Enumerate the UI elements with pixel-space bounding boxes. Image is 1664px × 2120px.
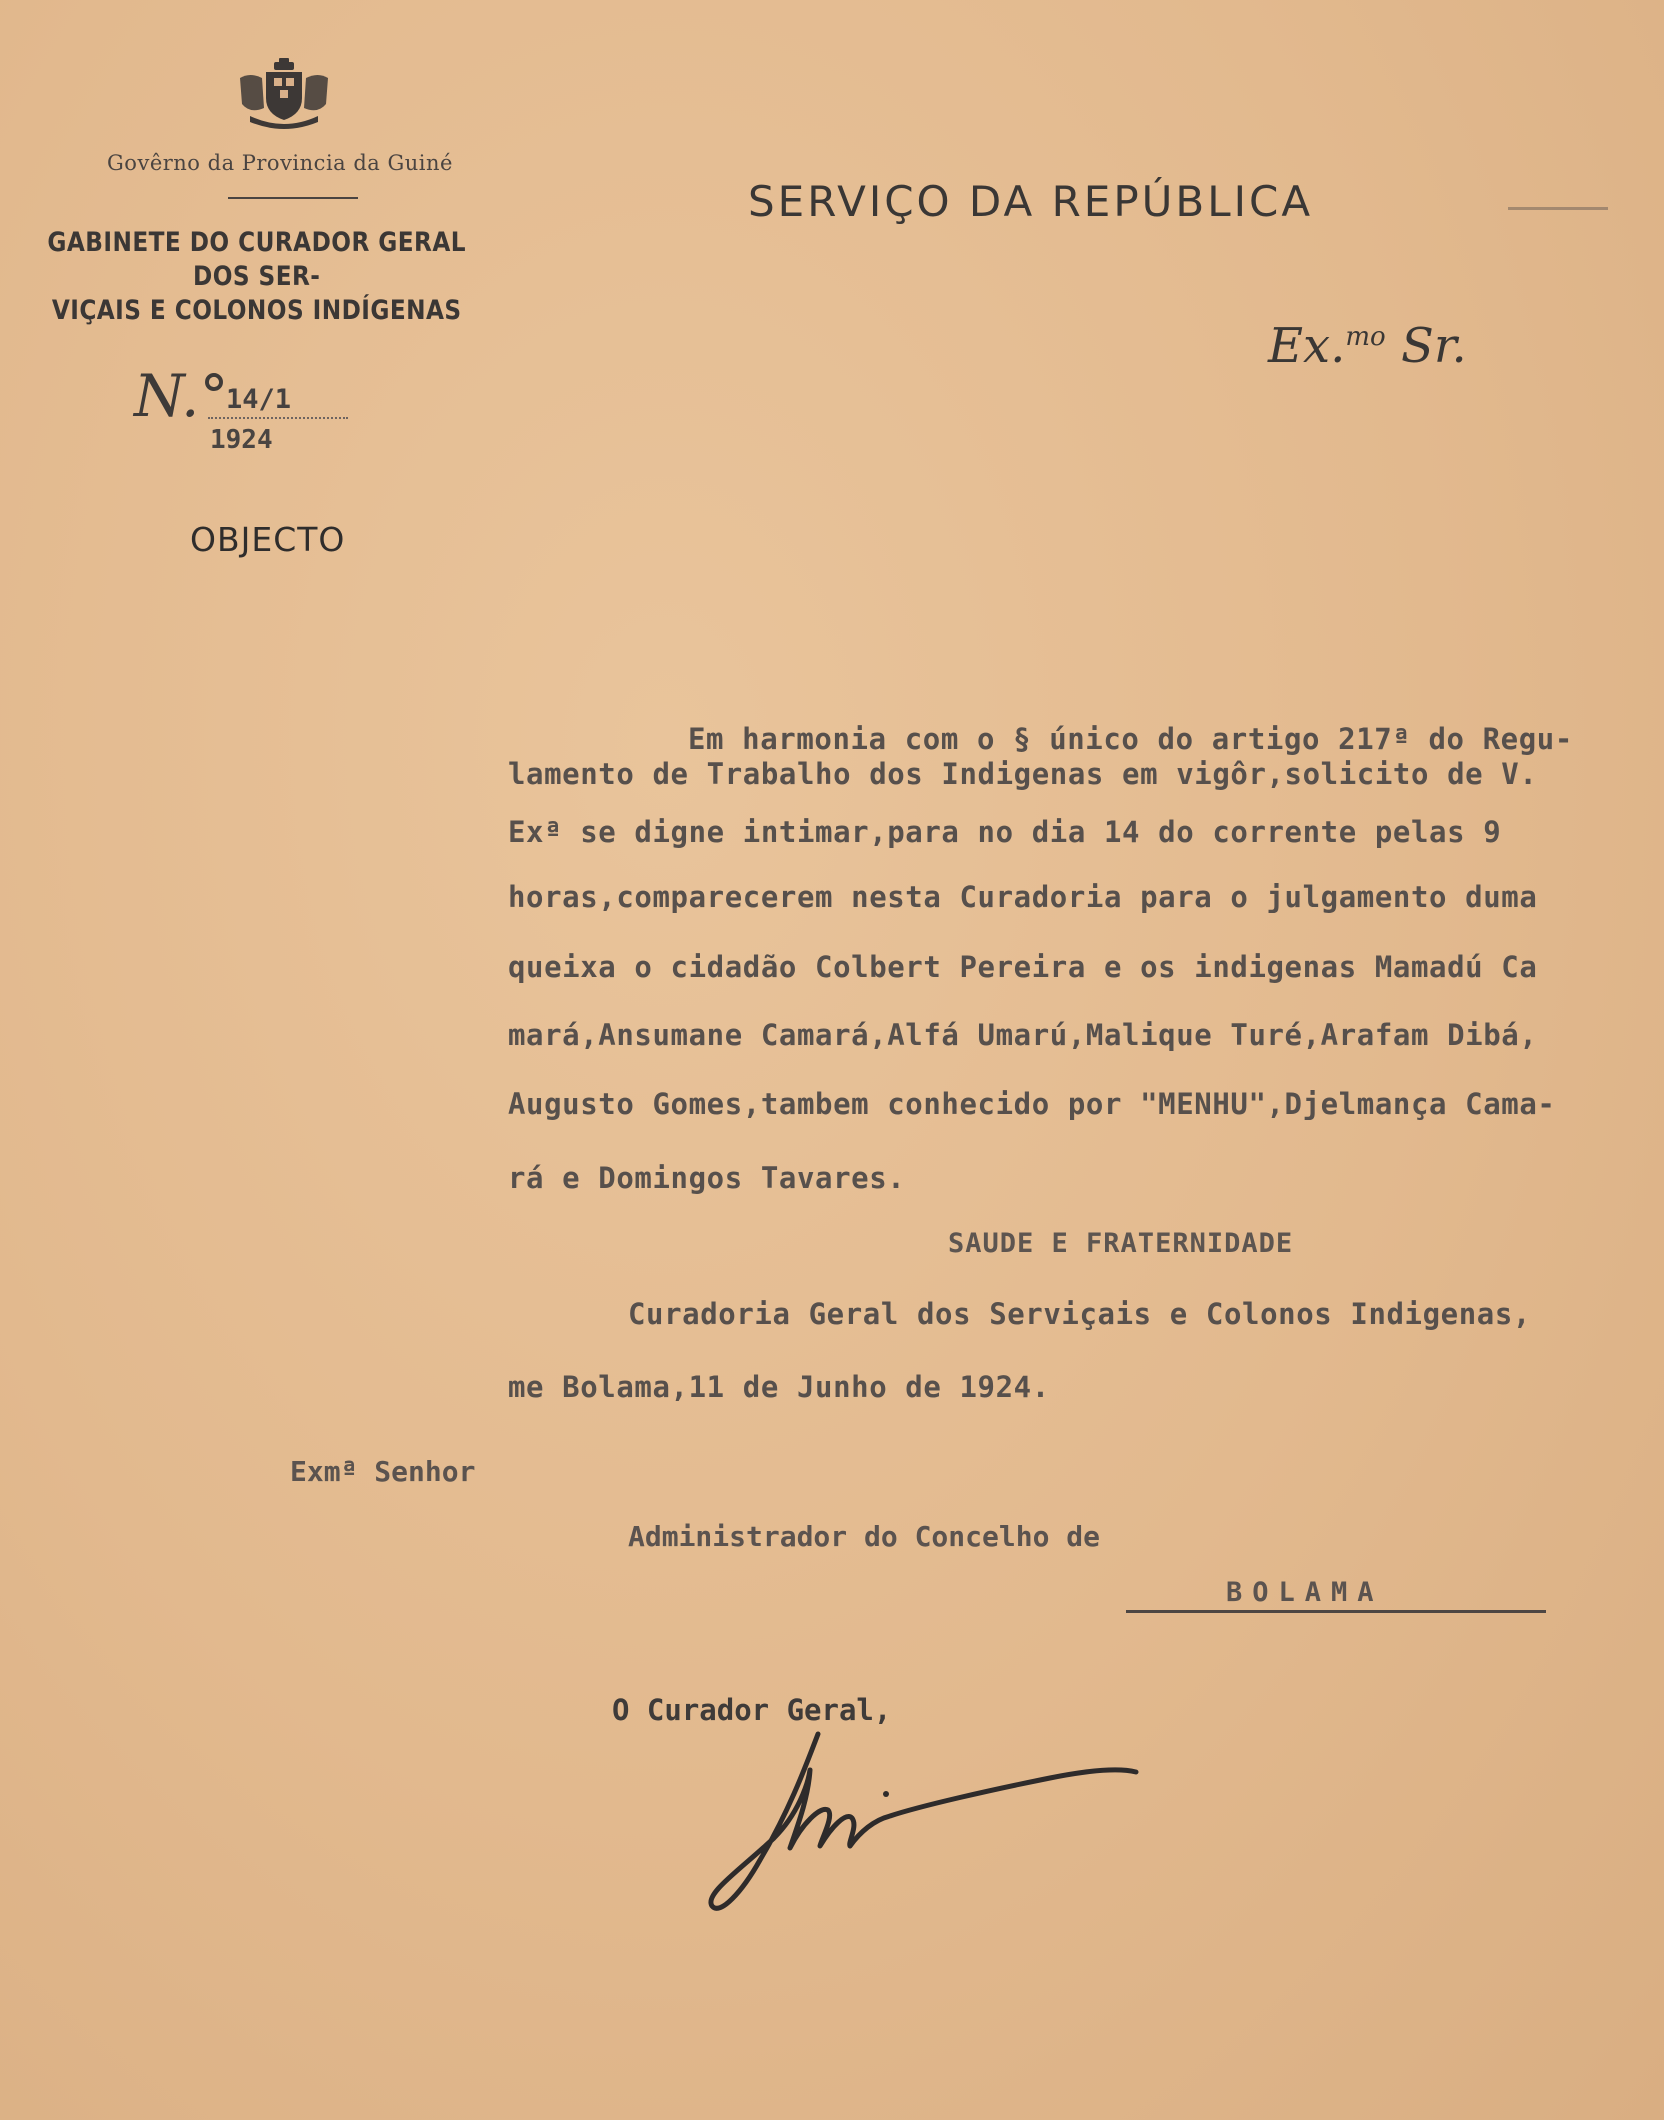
closing-salutation: SAUDE E FRATERNIDADE (948, 1228, 1294, 1259)
body-line: Exª se digne intimar,para no dia 14 do corrente pelas 9 (508, 815, 1502, 849)
body-line: Augusto Gomes,tambem conhecido por "MENHU",Djelmança Cama- (508, 1087, 1556, 1121)
addressee-prefix: Ex. (1268, 318, 1346, 374)
number-prefix: N.° (134, 362, 229, 430)
recipient-salutation: Exmª Senhor (290, 1455, 476, 1488)
addressee-greeting (1268, 318, 1467, 374)
recipient-title: Administrador do Concelho de (628, 1520, 1101, 1553)
cabinet-title-line-2: VIÇAIS E COLONOS INDÍGENAS (51, 295, 462, 326)
number-underline (208, 417, 348, 419)
date-line: me Bolama,11 de Junho de 1924. (508, 1370, 1050, 1404)
body-line: queixa o cidadão Colbert Pereira e os indigenas Mamadú Ca (508, 950, 1538, 984)
body-line: rá e Domingos Tavares. (508, 1161, 906, 1195)
place-underline (1126, 1610, 1546, 1613)
addressee-suffix: Sr. (1385, 318, 1467, 374)
coat-of-arms-icon (236, 58, 332, 132)
signoff: O Curador Geral, (612, 1693, 892, 1727)
body-line: lamento de Trabalho dos Indigenas em vigôr,solicito de V. (508, 757, 1538, 791)
addressee-superscript: mo (1345, 322, 1386, 352)
body-line: horas,comparecerem nesta Curadoria para o julgamento duma (508, 880, 1538, 914)
origin-line: Curadoria Geral dos Serviçais e Colonos Indigenas, (628, 1297, 1531, 1331)
government-name: Govêrno da Provincia da Guiné (107, 151, 453, 175)
cabinet-title-line-1: GABINETE DO CURADOR GERAL DOS SER- (47, 227, 466, 292)
decorative-dash (1508, 207, 1608, 210)
divider (228, 197, 358, 199)
signature-mark (690, 1720, 1150, 1920)
recipient-place: BOLAMA (1226, 1577, 1384, 1608)
body-line: Em harmonia com o § único do artigo 217ª do Regu- (688, 722, 1573, 756)
reference-year: 1924 (210, 425, 273, 455)
service-header: SERVIÇO DA REPÚBLICA (748, 177, 1314, 226)
object-label: OBJECTO (190, 520, 346, 559)
cabinet-title (46, 226, 467, 328)
body-line: mará,Ansumane Camará,Alfá Umarú,Malique Turé,Arafam Dibá, (508, 1018, 1538, 1052)
reference-number: 14/1 (226, 384, 292, 415)
